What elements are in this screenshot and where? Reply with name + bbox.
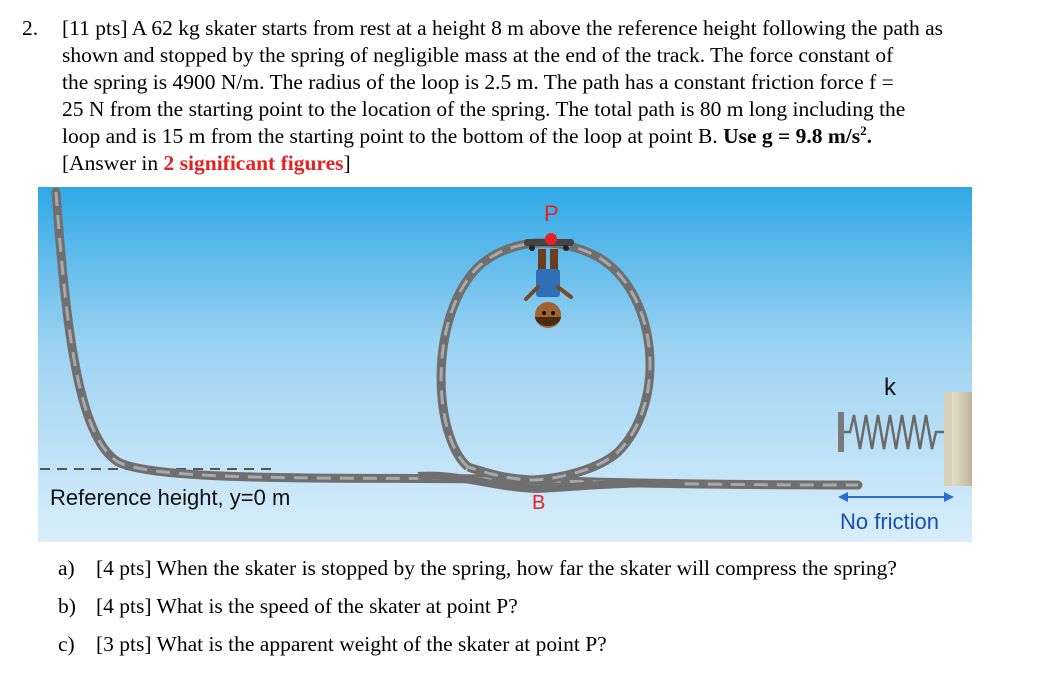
spring-constant-label: k bbox=[884, 374, 896, 401]
track-diagram bbox=[38, 187, 972, 542]
sig-figs-highlight: 2 significant figures bbox=[163, 151, 344, 175]
gravity-instruction: Use g = 9.8 $m/s^2$. bbox=[723, 122, 872, 148]
question-letter: c) bbox=[58, 632, 75, 656]
question-text: [4 pts] When the skater is stopped by the spring, how far the skater will compress the spring? bbox=[96, 556, 897, 580]
question-letter: a) bbox=[58, 556, 75, 580]
problem-line-last bbox=[62, 123, 1032, 150]
point-b-label: B bbox=[532, 492, 546, 514]
question-letter: b) bbox=[58, 594, 76, 618]
question-c bbox=[58, 632, 607, 657]
reference-height-label: Reference height, y=0 m bbox=[50, 485, 291, 510]
question-b bbox=[58, 594, 518, 619]
problem-line: shown and stopped by the spring of negligible mass at the end of the track. The force constant of bbox=[62, 43, 894, 67]
track-figure bbox=[38, 187, 972, 542]
problem-line: loop and is 15 m from the starting point to the bottom of the loop at point B. bbox=[62, 124, 724, 148]
question-text: [3 pts] What is the apparent weight of the skater at point P? bbox=[96, 632, 607, 656]
wall bbox=[950, 392, 972, 486]
answer-instruction: [Answer in 2 significant figures] bbox=[62, 151, 351, 175]
problem-line: the spring is 4900 N/m. The radius of the loop is 2.5 m. The path has a constant friction force f = bbox=[62, 70, 894, 94]
point-p-label: P bbox=[544, 201, 559, 226]
problem-body bbox=[62, 15, 1032, 177]
problem-line: 25 N from the starting point to the location of the spring. The total path is 80 m long including the bbox=[62, 97, 906, 121]
no-friction-label: No friction bbox=[840, 509, 940, 534]
point-p-marker bbox=[545, 233, 557, 245]
problem-number: 2. bbox=[22, 16, 39, 40]
question-a bbox=[58, 556, 897, 581]
problem-line: [11 pts] A 62 kg skater starts from rest at a height 8 m above the reference height following the path as bbox=[62, 16, 944, 40]
question-text: [4 pts] What is the speed of the skater at point P? bbox=[96, 594, 518, 618]
